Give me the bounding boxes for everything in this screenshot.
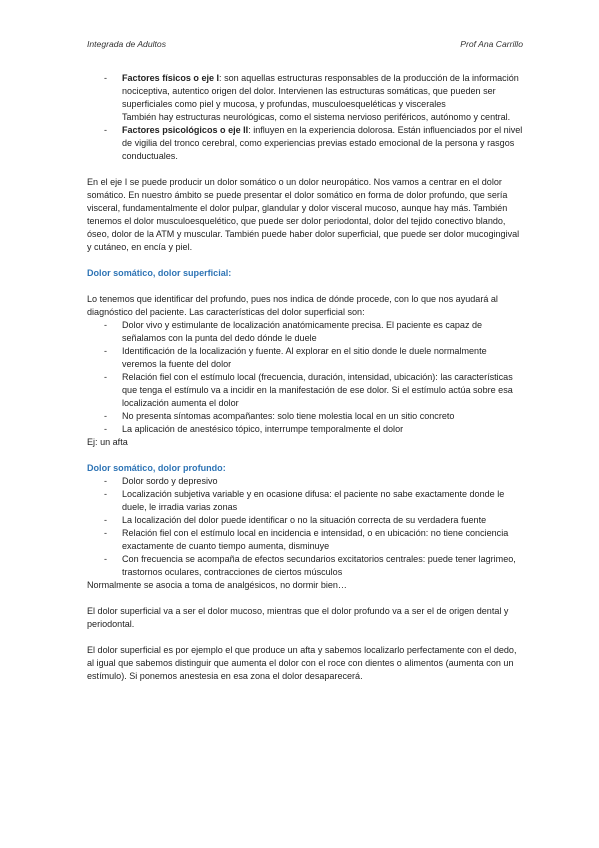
definition-text: : son aquellas estructuras responsables de la producción de la información nociceptiva, autentico origen del dolor. Intervienen las estructuras somáticas, que pueden ser superficiales como piel y mucosa, y profundas, musculoesqueléticas y viscerales: [122, 73, 519, 109]
bullet-dash: -: [104, 424, 108, 434]
list-item-text: Relación fiel con el estímulo local en incidencia e intensidad, o en ubicación: no tiene conciencia exactamente de cuanto tiempo aumenta, disminuye: [122, 528, 509, 551]
list-item-text: No presenta síntomas acompañantes: solo tiene molestia local en un sitio concreto: [122, 411, 455, 421]
header-author: Prof Ana Carrillo: [460, 39, 523, 49]
term-factores-fisicos: Factores físicos o eje I: [122, 73, 220, 83]
example-text: Ej: un afta: [87, 437, 128, 447]
list-item: [87, 423, 523, 436]
list-item-text: Con frecuencia se acompaña de efectos secundarios excitatorios centrales: puede tener lagrimeo, trastornos oculares, contracciones de ciertos músculos: [122, 554, 516, 577]
list-item-text: Localización subjetiva variable y en ocasione difusa: el paciente no sabe exactamente donde le duele, le irradia varias zonas: [122, 489, 505, 512]
bullet-dash: -: [104, 411, 108, 421]
document-body: [87, 72, 523, 683]
list-item-continuation: También hay estructuras neurológicas, como el sistema nervioso periféricos, autónomo y central.: [122, 112, 511, 122]
list-item-text: La aplicación de anestésico tópico, interrumpe temporalmente el dolor: [122, 424, 404, 434]
list-item-text: Dolor vivo y estimulante de localización anatómicamente precisa. El paciente es capaz de señalamos con la punta del dedo dónde le duele: [122, 320, 483, 343]
bullet-dash: -: [104, 346, 108, 356]
bullet-dash: -: [104, 515, 108, 525]
list-item: [87, 345, 523, 371]
list-item-text: La localización del dolor puede identificar o no la situación correcta de su verdadera fuente: [122, 515, 487, 525]
list-superficial: [87, 319, 523, 436]
paragraph-eje-i: En el eje I se puede producir un dolor somático o un dolor neuropático. Nos vamos a centrar en el dolor somático. En nuestro ámbito se puede presentar el dolor somático en forma de dolor profundo, que sería visceral, fundamentalmente el dolor pulpar, glandular y dolor visceral mucoso, aunque hay más. También tenemos el dolor musculoesquelético, que puede ser dolor periodontal, dolor del tejido conectivo blando, óseo, dolor de la ATM y muscular. También puede haber dolor superficial, que puede ser dolor mucogingival y cutáneo, en encía y piel.: [87, 177, 520, 252]
section-heading-superficial: Dolor somático, dolor superficial:: [87, 268, 232, 278]
list-item: [87, 514, 523, 527]
list-item-text: Relación fiel con el estímulo local (frecuencia, duración, intensidad, ubicación): las características que tenga el estímulo va a incidir en la manifestación de ese dolor. Si el estímulo actúa sobre esa localización aumenta el dolor: [122, 372, 513, 408]
list-item-text: Dolor sordo y depresivo: [122, 476, 218, 486]
list-profundo: [87, 475, 523, 579]
bullet-dash: -: [104, 372, 108, 382]
bullet-dash: -: [104, 489, 108, 499]
term-factores-psicologicos: Factores psicológicos o eje II: [122, 125, 249, 135]
list-item: [87, 124, 523, 163]
list-item: [87, 488, 523, 514]
section-heading-profundo: Dolor somático, dolor profundo:: [87, 463, 226, 473]
paragraph-superficial-vs-profundo: El dolor superficial va a ser el dolor mucoso, mientras que el dolor profundo va a ser el de origen dental y periodontal.: [87, 606, 509, 629]
bullet-dash: -: [104, 554, 108, 564]
definition-text: : influyen en la experiencia dolorosa. Están influenciados por el nivel de vigilia del tronco cerebral, como experiencias previas estado emocional de la persona y rasgos conductuales.: [122, 125, 523, 161]
list-item-text: Identificación de la localización y fuente. Al explorar en el sitio donde le duele normalmente veremos la fuente del dolor: [122, 346, 487, 369]
bullet-dash: -: [104, 528, 108, 538]
bullet-dash: -: [104, 476, 108, 486]
header-course-title: Integrada de Adultos: [87, 39, 166, 49]
list-item: [87, 475, 523, 488]
bullet-dash: -: [104, 320, 108, 330]
list-item: [87, 410, 523, 423]
list-item: [87, 319, 523, 345]
paragraph-analgesicos: Normalmente se asocia a toma de analgésicos, no dormir bien…: [87, 580, 347, 590]
list-item: [87, 553, 523, 579]
paragraph-intro-superficial: Lo tenemos que identificar del profundo, pues nos indica de dónde procede, con lo que nos ayudará al diagnóstico del paciente. Las características del dolor superficial son:: [87, 294, 498, 317]
bullet-dash: -: [104, 125, 108, 135]
list-item: [87, 72, 523, 111]
list-item: [87, 527, 523, 553]
list-item: [87, 371, 523, 410]
paragraph-afta-example: El dolor superficial es por ejemplo el que produce un afta y sabemos localizarlo perfectamente con el dedo, al igual que sabemos distinguir que aumenta el dolor con el roce con dientes o alimentos (aumenta con un estímulo). Si ponemos anestesia en esa zona el dolor desaparecerá.: [87, 645, 517, 681]
bullet-dash: -: [104, 73, 108, 83]
